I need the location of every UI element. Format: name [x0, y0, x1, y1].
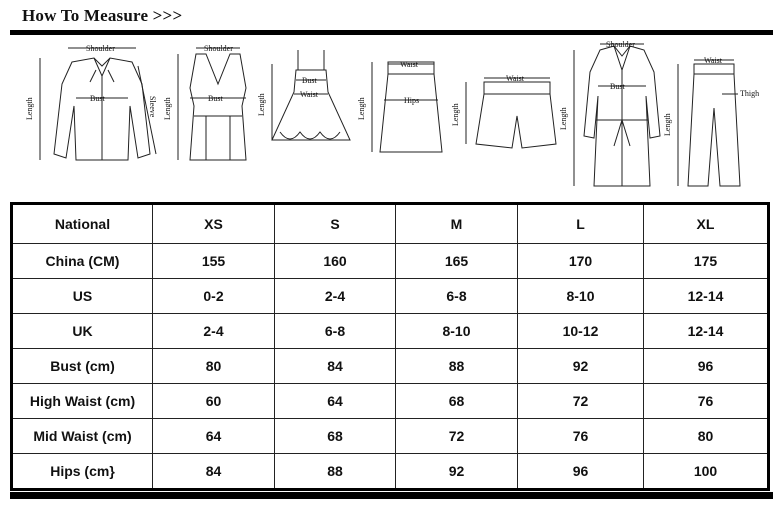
svg-text:Length: Length — [357, 97, 366, 120]
size-value-cell: 68 — [396, 384, 518, 419]
table-row — [12, 454, 769, 490]
size-value-cell: 60 — [153, 384, 275, 419]
row-label-cell: High Waist (cm) — [12, 384, 153, 419]
header-cell-size: XL — [644, 204, 769, 244]
svg-text:Length: Length — [663, 113, 672, 136]
header-cell-size: S — [275, 204, 396, 244]
header-cell-size: M — [396, 204, 518, 244]
svg-text:Shoulder: Shoulder — [606, 40, 635, 49]
size-value-cell: 92 — [518, 349, 644, 384]
skirt-illustration — [372, 62, 442, 152]
table-row — [12, 419, 769, 454]
size-value-cell: 68 — [275, 419, 396, 454]
svg-text:Length: Length — [25, 97, 34, 120]
shirt-illustration — [40, 48, 156, 160]
size-chart-table — [10, 202, 770, 491]
svg-text:Shoulder: Shoulder — [86, 44, 115, 53]
size-value-cell: 72 — [396, 419, 518, 454]
svg-text:Length: Length — [451, 103, 460, 126]
svg-text:Shoulder: Shoulder — [204, 44, 233, 53]
pants-illustration — [678, 60, 740, 186]
shorts-illustration — [466, 78, 556, 148]
size-value-cell: 72 — [518, 384, 644, 419]
row-label-cell: Mid Waist (cm) — [12, 419, 153, 454]
size-value-cell: 88 — [275, 454, 396, 490]
header-cell-national: National — [12, 204, 153, 244]
size-value-cell: 6-8 — [396, 279, 518, 314]
size-value-cell: 88 — [396, 349, 518, 384]
size-value-cell: 175 — [644, 244, 769, 279]
row-label-cell: Hips (cm} — [12, 454, 153, 490]
size-value-cell: 80 — [153, 349, 275, 384]
svg-text:Bust: Bust — [610, 82, 625, 91]
svg-text:Length: Length — [163, 97, 172, 120]
size-value-cell: 0-2 — [153, 279, 275, 314]
size-value-cell: 165 — [396, 244, 518, 279]
svg-text:Bust: Bust — [90, 94, 105, 103]
row-label-cell: Bust (cm) — [12, 349, 153, 384]
size-value-cell: 64 — [275, 384, 396, 419]
svg-text:Waist: Waist — [704, 56, 723, 65]
size-value-cell: 2-4 — [275, 279, 396, 314]
svg-text:Length: Length — [257, 93, 266, 116]
svg-text:Hips: Hips — [404, 96, 420, 105]
page-title: How To Measure >>> — [22, 6, 183, 25]
row-label-cell: China (CM) — [12, 244, 153, 279]
size-value-cell: 170 — [518, 244, 644, 279]
row-label-cell: US — [12, 279, 153, 314]
size-value-cell: 84 — [275, 349, 396, 384]
svg-text:Waist: Waist — [300, 90, 319, 99]
svg-text:Bust: Bust — [208, 94, 223, 103]
measurement-illustrations — [10, 36, 773, 192]
size-value-cell: 96 — [644, 349, 769, 384]
size-value-cell: 2-4 — [153, 314, 275, 349]
size-value-cell: 10-12 — [518, 314, 644, 349]
table-row — [12, 244, 769, 279]
size-value-cell: 92 — [396, 454, 518, 490]
table-header-row — [12, 204, 769, 244]
header-divider — [10, 30, 773, 35]
size-value-cell: 155 — [153, 244, 275, 279]
svg-text:Thigh: Thigh — [740, 89, 760, 98]
size-value-cell: 100 — [644, 454, 769, 490]
size-value-cell: 8-10 — [396, 314, 518, 349]
svg-text:Length: Length — [559, 107, 568, 130]
table-row — [12, 314, 769, 349]
size-value-cell: 160 — [275, 244, 396, 279]
header-cell-size: L — [518, 204, 644, 244]
garment-diagram — [10, 36, 773, 192]
size-value-cell: 12-14 — [644, 279, 769, 314]
table-row — [12, 349, 769, 384]
tank-illustration — [178, 48, 246, 160]
size-value-cell: 76 — [644, 384, 769, 419]
row-label-cell: UK — [12, 314, 153, 349]
header-cell-size: XS — [153, 204, 275, 244]
svg-text:Waist: Waist — [506, 74, 525, 83]
size-value-cell: 6-8 — [275, 314, 396, 349]
size-value-cell: 96 — [518, 454, 644, 490]
size-value-cell: 12-14 — [644, 314, 769, 349]
table-row — [12, 279, 769, 314]
illustration-labels — [25, 40, 759, 136]
coat-illustration — [574, 44, 660, 186]
footer-divider — [10, 492, 773, 499]
svg-text:Sleeve: Sleeve — [148, 96, 157, 118]
size-value-cell: 64 — [153, 419, 275, 454]
size-value-cell: 76 — [518, 419, 644, 454]
table-row — [12, 384, 769, 419]
size-value-cell: 80 — [644, 419, 769, 454]
svg-text:Waist: Waist — [400, 60, 419, 69]
size-value-cell: 84 — [153, 454, 275, 490]
svg-text:Bust: Bust — [302, 76, 317, 85]
size-value-cell: 8-10 — [518, 279, 644, 314]
